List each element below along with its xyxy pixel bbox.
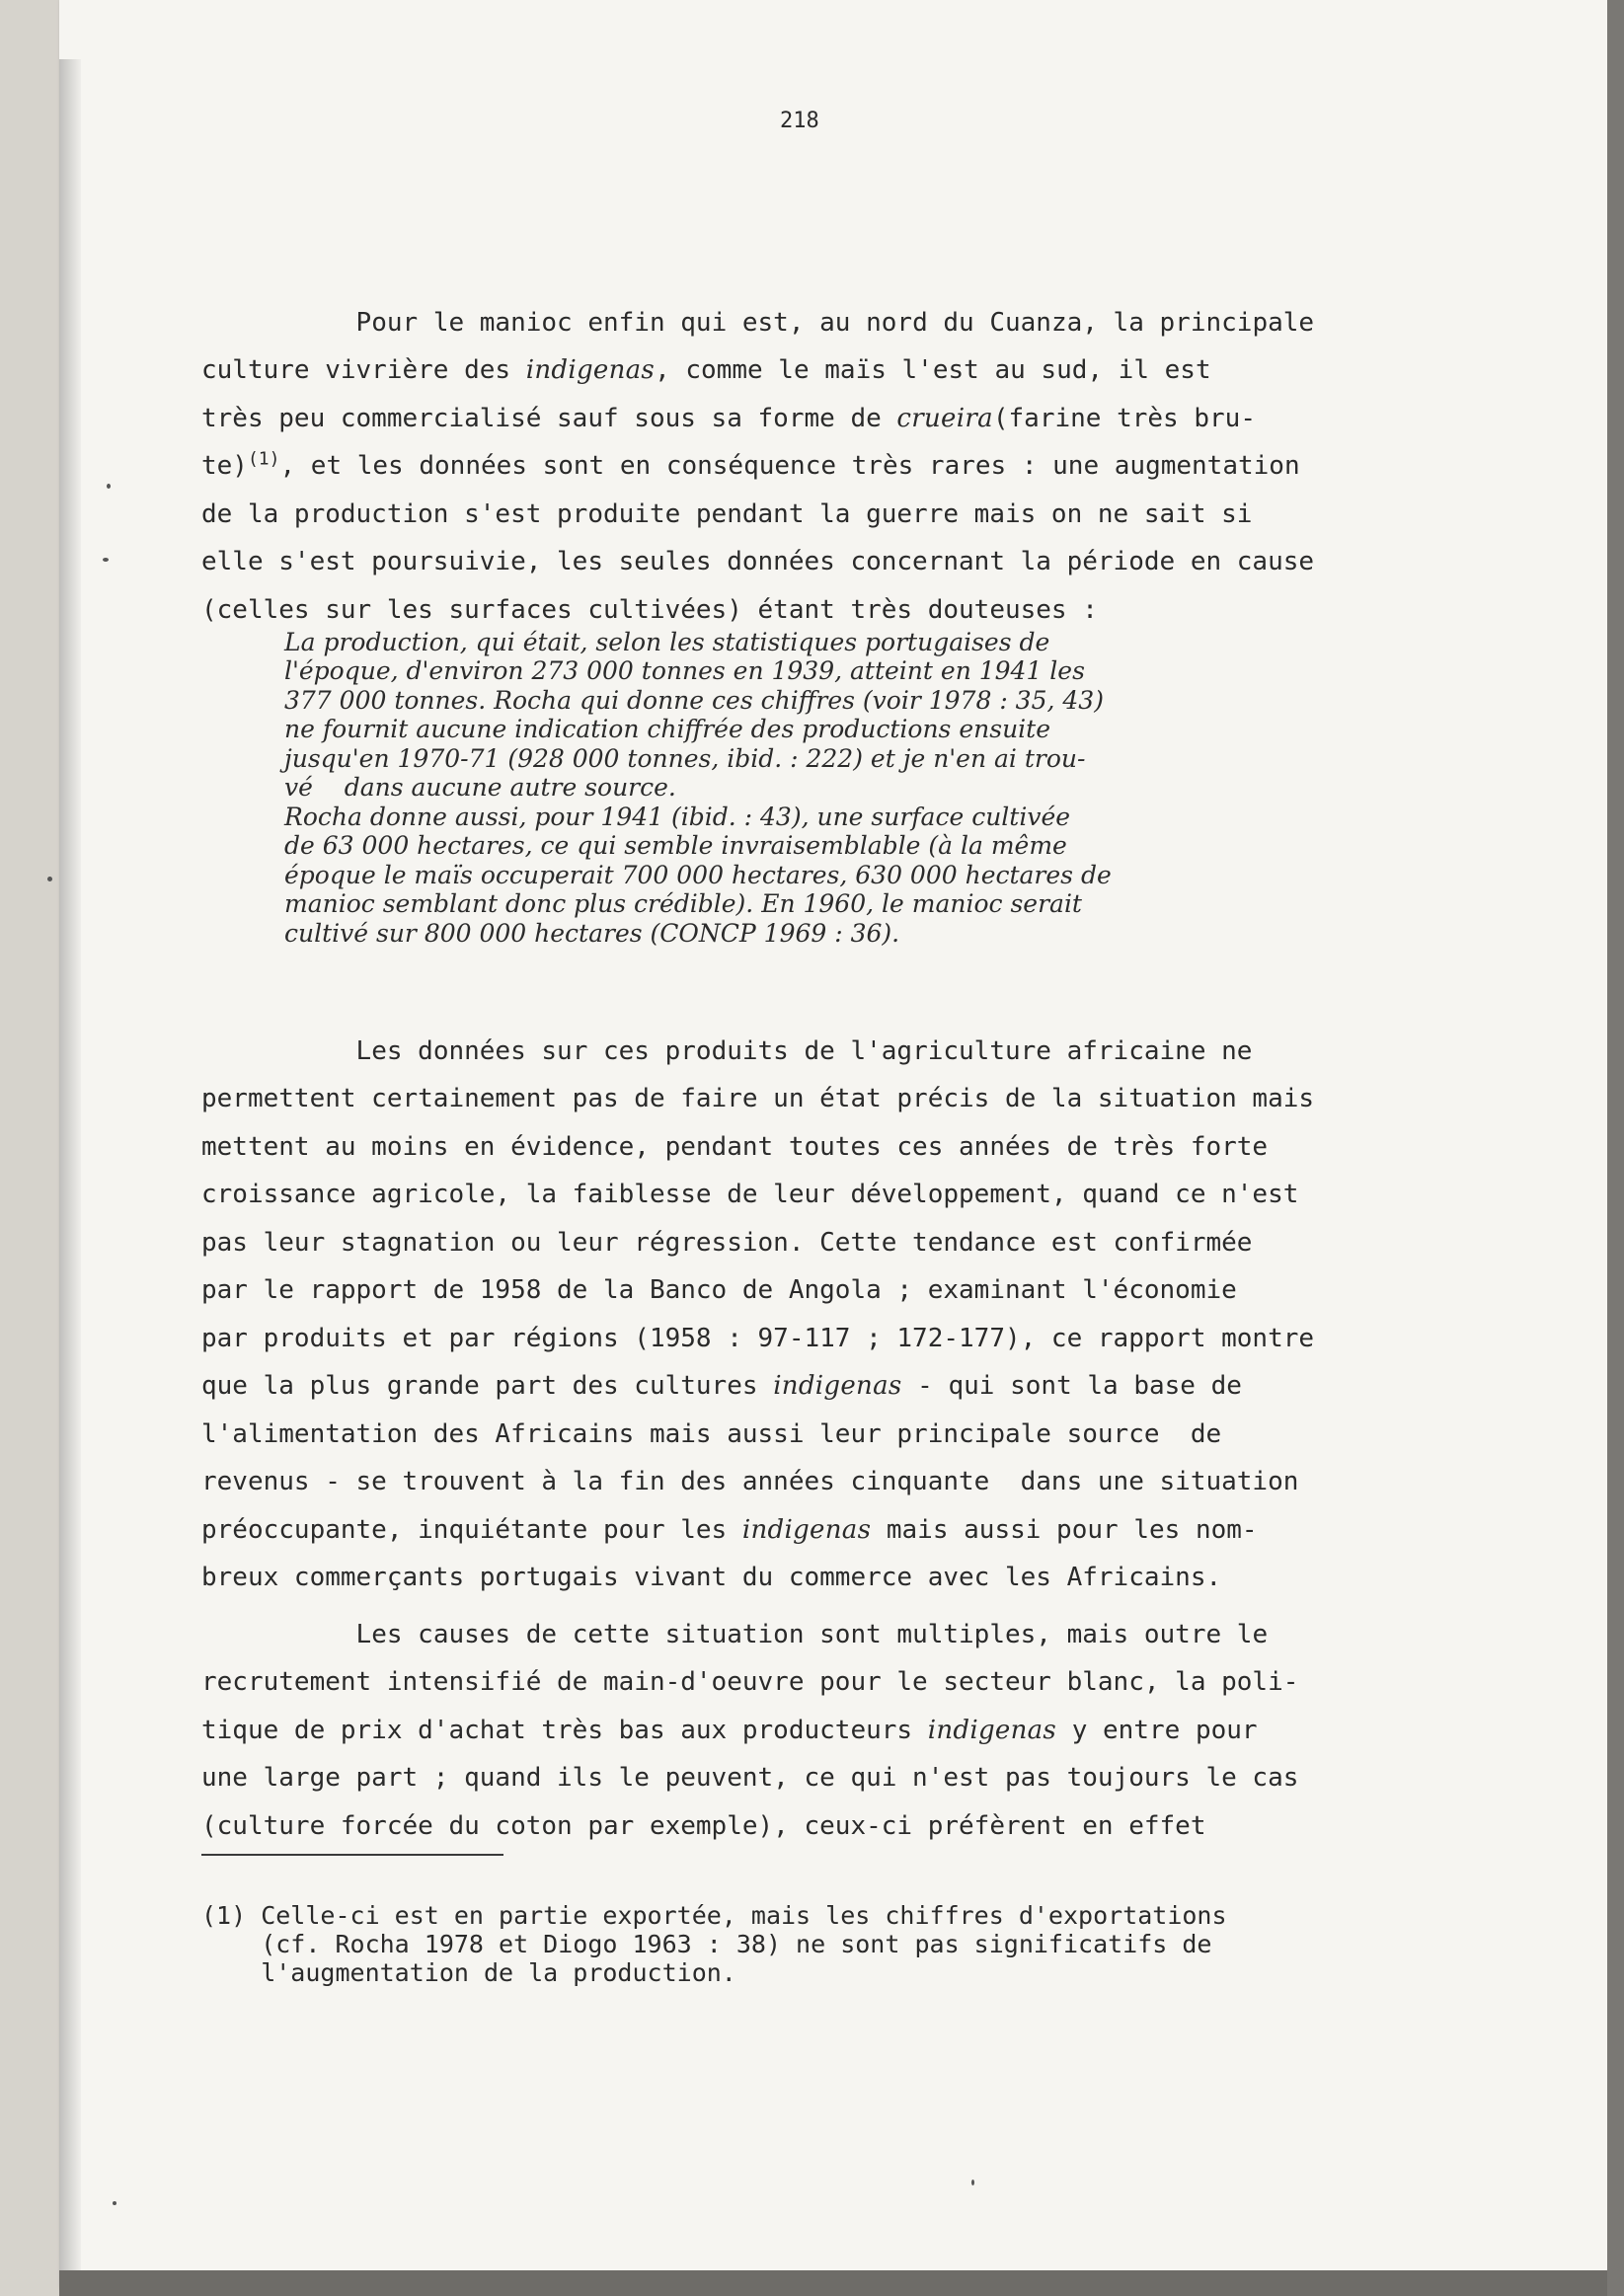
paragraph-donnees xyxy=(201,979,1314,1602)
italic-term: indigenas xyxy=(773,1371,902,1401)
quote-line: jusqu'en 1970-71 (928 000 tonnes, ibid. : 222) et je n'en ai trou- xyxy=(284,743,1086,773)
paragraph-line xyxy=(201,1707,1298,1755)
quote-line: de 63 000 hectares, ce qui semble invraisemblable (à la même xyxy=(284,831,1067,860)
text-span: préoccupante, inquiétante pour les xyxy=(201,1514,742,1545)
footnote-line: (1) Celle-ci est en partie exportée, mais les chiffres d'exportations xyxy=(201,1901,1227,1930)
footnote xyxy=(201,1873,1227,1987)
scan-speck xyxy=(971,2180,974,2185)
paragraph-line: mettent au moins en évidence, pendant toutes ces années de très forte xyxy=(201,1131,1269,1162)
text-span: Pour le manioc enfin qui est, au nord du Cuanza, la principale xyxy=(355,307,1315,338)
footnote-marker: (1) xyxy=(247,448,280,470)
paragraph-line: de la production s'est produite pendant la guerre mais on ne sait si xyxy=(201,498,1253,529)
text-span: culture vivrière des xyxy=(201,355,526,385)
paragraph-line: revenus - se trouvent à la fin des années cinquante dans une situation xyxy=(201,1467,1299,1496)
text-span: mais aussi pour les nom- xyxy=(871,1514,1258,1545)
paragraph-line xyxy=(201,395,1314,443)
footnote-line: l'augmentation de la production. xyxy=(201,1958,736,1987)
quote-line: 377 000 tonnes. Rocha qui donne ces chiffres (voir 1978 : 35, 43) xyxy=(284,685,1104,715)
paragraph-line: recrutement intensifié de main-d'oeuvre pour le secteur blanc, la poli- xyxy=(201,1667,1299,1697)
text-span: Les données sur ces produits de l'agriculture africaine ne xyxy=(355,1035,1253,1066)
quote-line: cultivé sur 800 000 hectares (CONCP 1969 : 36). xyxy=(284,918,900,948)
quote-line: ne fournit aucune indication chiffrée des productions ensuite xyxy=(284,715,1051,743)
paragraph-line: l'alimentation des Africains mais aussi leur principale source de xyxy=(201,1418,1222,1449)
paragraph-causes xyxy=(201,1563,1298,1850)
paragraph-line: elle s'est poursuivie, les seules données concernant la période en cause xyxy=(201,547,1315,576)
paragraph-line: (culture forcée du coton par exemple), ceux-ci préfèrent en effet xyxy=(201,1810,1206,1841)
scan-speck xyxy=(103,558,109,562)
scan-speck xyxy=(113,2201,116,2205)
paragraph-line xyxy=(201,442,1314,491)
italic-term: crueira xyxy=(896,403,993,433)
footnote-separator xyxy=(201,1854,503,1856)
page-binding-shadow xyxy=(59,59,81,2270)
quote-line: Rocha donne aussi, pour 1941 (ibid. : 43), une surface cultivée xyxy=(284,802,1071,831)
paragraph-line: pas leur stagnation ou leur régression. Cette tendance est confirmée xyxy=(201,1227,1253,1258)
italic-term: indigenas xyxy=(927,1715,1057,1745)
page-number: 218 xyxy=(780,109,819,133)
text-span: y entre pour xyxy=(1056,1715,1258,1745)
paragraph-line xyxy=(201,1611,1298,1659)
scan-speck xyxy=(107,484,111,489)
block-quote xyxy=(284,598,1112,948)
text-span: , comme le maïs l'est au sud, il est xyxy=(655,355,1211,385)
paragraph-line: une large part ; quand ils le peuvent, ce qui n'est pas toujours le cas xyxy=(201,1763,1299,1793)
quote-line: vé dans aucune autre source. xyxy=(284,773,676,802)
paragraph-line: par le rapport de 1958 de la Banco de Angola ; examinant l'économie xyxy=(201,1275,1237,1305)
quote-line: époque le maïs occuperait 700 000 hectares, 630 000 hectares de xyxy=(284,860,1112,889)
paragraph-line: croissance agricole, la faiblesse de leur développement, quand ce n'est xyxy=(201,1180,1299,1209)
paragraph-manioc xyxy=(201,251,1314,634)
text-span: te) xyxy=(201,451,248,481)
scan-speck xyxy=(47,877,52,881)
paragraph-line: par produits et par régions (1958 : 97-117 ; 172-177), ce rapport montre xyxy=(201,1323,1315,1353)
page-right-edge xyxy=(1607,0,1624,2296)
paragraph-line xyxy=(201,346,1314,395)
text-span: très peu commercialisé sauf sous sa forme de xyxy=(201,403,897,433)
text-span: (farine très bru- xyxy=(992,403,1256,433)
footnote-line: (cf. Rocha 1978 et Diogo 1963 : 38) ne sont pas significatifs de xyxy=(201,1930,1212,1958)
paragraph-line xyxy=(201,1028,1314,1076)
text-span: que la plus grande part des cultures xyxy=(201,1371,774,1401)
paragraph-line: (celles sur les surfaces cultivées) étant très douteuses : xyxy=(201,594,1098,625)
text-span: Les causes de cette situation sont multiples, mais outre le xyxy=(355,1619,1269,1649)
paragraph-line xyxy=(201,1362,1314,1411)
quote-line: l'époque, d'environ 273 000 tonnes en 1939, atteint en 1941 les xyxy=(284,656,1085,685)
paragraph-line: permettent certainement pas de faire un état précis de la situation mais xyxy=(201,1084,1315,1113)
quote-line: manioc semblant donc plus crédible). En 1960, le manioc serait xyxy=(284,889,1082,918)
italic-term: indigenas xyxy=(525,355,656,385)
paragraph-line xyxy=(201,299,1314,347)
paragraph-line xyxy=(201,1506,1314,1555)
paragraph-line: breux commerçants portugais vivant du commerce avec les Africains. xyxy=(201,1563,1222,1592)
text-span: - qui sont la base de xyxy=(901,1371,1242,1401)
page-bottom-edge xyxy=(59,2270,1607,2296)
text-span: tique de prix d'achat très bas aux producteurs xyxy=(201,1715,928,1745)
text-span: , et les données sont en conséquence très rares : une augmentation xyxy=(279,451,1300,481)
italic-term: indigenas xyxy=(741,1514,872,1545)
quote-line: La production, qui était, selon les statistiques portugaises de xyxy=(284,627,1050,656)
